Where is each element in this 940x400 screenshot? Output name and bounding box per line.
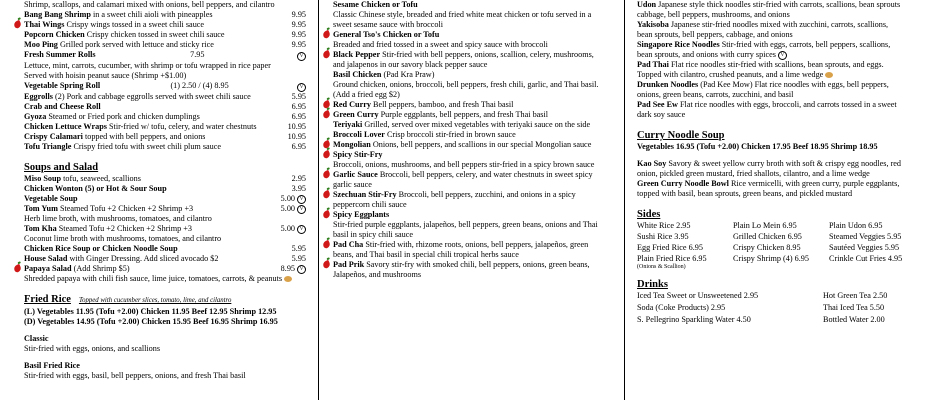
noodle-item [637, 60, 913, 80]
menu-item [24, 20, 306, 30]
item-name: Spicy Eggplants [333, 210, 390, 219]
section-title-fried-rice: Fried Rice Topped with cucumber slices, tomato, lime, and cilantro [24, 294, 232, 305]
item-price: 6.95 [291, 102, 306, 111]
item-description: bean sprouts, and onions with curry spices V [637, 50, 913, 60]
chili-pepper-icon [322, 110, 331, 119]
column-noodles-sides-drinks [637, 0, 913, 325]
item-name: Green Curry Noodle Bowl [637, 179, 729, 188]
menu-item [24, 112, 306, 122]
item-name: Moo Ping [24, 40, 58, 49]
menu-item [24, 194, 306, 204]
item-name: Thai Wings [24, 20, 65, 29]
menu-item [24, 102, 306, 112]
item-name: Eggrolls [24, 92, 53, 101]
menu-item [24, 244, 306, 254]
vegetarian-option-icon: V [297, 225, 306, 234]
entree-item [333, 70, 616, 100]
menu-item [24, 264, 306, 274]
drink-item: Soda (Coke Products) 2.95 [637, 303, 726, 312]
item-description: Purple eggplants, bell peppers, and fresh Thai basil [378, 110, 549, 119]
side-item: Egg Fried Rice 6.95 [637, 243, 703, 252]
entree-item [333, 120, 616, 130]
item-name: Crab and Cheese Roll [24, 102, 101, 111]
item-price: 2.95 [291, 174, 306, 183]
noodle-item [637, 0, 913, 20]
vegetarian-option-icon: V [297, 205, 306, 214]
item-description: Topped with cilantro, crushed peanuts, and a lime wedge [637, 70, 913, 80]
entree-item [333, 260, 616, 280]
menu-item [24, 142, 306, 152]
item-description: beans, and Thai basil in special chili tropical herbs sauce [333, 250, 519, 259]
item-description: Steamed Tofu +2 Chicken +2 Shrimp +3 [57, 204, 194, 213]
entree-item [333, 100, 616, 110]
item-description: onions, green beans, carrots, zucchini, and basil [637, 90, 794, 99]
item-description: Stir-fried with eggs, carrots, bell peppers, scallions, [719, 40, 891, 49]
item-description: Broccoli, onions, mushrooms, and bell peppers stir-fried in a spicy brown sauce [333, 160, 595, 169]
noodle-item [637, 40, 913, 60]
item-name: Basil Fried Rice [24, 361, 80, 370]
side-item: Crinkle Cut Fries 4.95 [829, 254, 903, 263]
menu-item [24, 224, 306, 234]
item-description: (Pad Kee Mow) Flat rice noodles with eggs, bell peppers, [698, 80, 889, 89]
item-description: with Ginger Dressing. Add sliced avocado $2 [67, 254, 219, 263]
noodle-item [637, 20, 913, 40]
side-item: Grilled Chicken 6.95 [733, 232, 802, 241]
item-name: General Tso's Chicken or Tofu [333, 30, 440, 39]
item-name: Green Curry [333, 110, 379, 119]
item-description: Shredded papaya with chili fish sauce, lime juice, tomatoes, carrots, & peanuts [24, 274, 283, 283]
drink-item: Thai Iced Tea 5.50 [823, 303, 885, 312]
item-name: Udon [637, 0, 657, 9]
chili-pepper-icon [322, 260, 331, 269]
menu-item [24, 132, 306, 142]
curry-item [637, 159, 913, 179]
item-description: Shrimp, scallops, and calamari mixed with onions, bell peppers, and cilantro [24, 0, 275, 9]
menu-item [24, 81, 306, 92]
item-name: Red Curry [333, 100, 371, 109]
chili-pepper-icon [322, 150, 331, 159]
item-name: Basil Chicken [333, 70, 382, 79]
item-description: topped with bell peppers, and onions [82, 132, 206, 141]
item-price: 6.95 [291, 112, 306, 121]
menu-item [24, 50, 306, 61]
item-description: Japanese style thick noodles stir-fried with carrots, scallions, bean sprouts [656, 0, 901, 9]
item-name: Szechuan Stir-Fry [333, 190, 397, 199]
item-name: House Salad [24, 254, 68, 263]
item-description: Coconut lime broth with mushrooms, tomatoes, and cilantro [24, 234, 222, 243]
chili-pepper-icon [322, 170, 331, 179]
chili-pepper-icon [322, 30, 331, 39]
peanut-icon [284, 276, 292, 282]
section-title-drinks: Drinks [637, 279, 668, 290]
item-name: Gyoza [24, 112, 47, 121]
item-price: 5.00 [280, 194, 295, 203]
item-name: Crispy Calamari [24, 132, 83, 141]
item-name: Garlic Sauce [333, 170, 378, 179]
chili-pepper-icon [13, 264, 22, 273]
item-description: Stir-fried with, rhizome roots, onions, bell peppers, jalapeños, green [363, 240, 589, 249]
side-item: Steamed Veggies 5.95 [829, 232, 902, 241]
item-description: Savory stir-fry with smoked chili, bell peppers, onions, green beans, [364, 260, 590, 269]
column-divider [624, 0, 625, 400]
price-line: (D) Vegetables 14.95 (Tofu +2.00) Chicken 15.95 Beef 16.95 Shrimp 16.95 [24, 317, 278, 326]
menu-item [24, 40, 306, 50]
item-description: bean sprouts, bell peppers, cabbage, and onions [637, 30, 793, 39]
entree-item [333, 50, 616, 70]
item-description: (Pad Kra Praw) [381, 70, 435, 79]
item-name: Black Pepper [333, 50, 381, 59]
drinks-list [637, 291, 913, 325]
chili-pepper-icon [322, 210, 331, 219]
side-item: Sautéed Veggies 5.95 [829, 243, 900, 252]
vegetarian-option-icon: V [297, 52, 306, 61]
column-divider [318, 0, 319, 400]
item-description: Ground chicken, onions, broccoli, bell peppers, fresh chili, garlic, and Thai basil. [333, 80, 599, 89]
side-item: White Rice 2.95 [637, 221, 691, 230]
item-price: 5.95 [291, 244, 306, 253]
item-price: 5.95 [291, 92, 306, 101]
item-description: Steamed Tofu +2 Chicken +2 Shrimp +3 [56, 224, 192, 233]
item-name: Papaya Salad [24, 264, 72, 273]
item-description: Herb lime broth, with mushrooms, tomatoes, and cilantro [24, 214, 212, 223]
item-description: Stir-fried purple eggplants, jalapeños, bell peppers, green beans, onions and Thai [333, 220, 598, 229]
menu-item [24, 174, 306, 184]
item-name: Yakisoba [637, 20, 669, 29]
item-description: and jalapenos in our savory black pepper sauce [333, 60, 488, 69]
item-description: Japanese stir-fried noodles mixed with zucchini, carrots, scallions, [668, 20, 889, 29]
item-name: Classic [24, 334, 49, 343]
item-description: Grilled, served over mixed vegetables with teriyaki sauce on the side [362, 120, 591, 129]
item-name: Pad See Ew [637, 100, 678, 109]
entree-item [333, 110, 616, 120]
side-item: Sushi Rice 3.95 [637, 232, 689, 241]
item-description: Breaded and fried tossed in a sweet and spicy sauce with broccoli [333, 40, 548, 49]
item-description: Classic Chinese style, breaded and fried white meat chicken or tofu served in a [333, 10, 592, 19]
section-title-soups: Soups and Salad [24, 162, 99, 173]
item-price: 5.00 [280, 204, 295, 213]
item-description: in a sweet chili aioli with pineapples [90, 10, 213, 19]
item-name: Vegetable Soup [24, 194, 78, 203]
item-name: Sesame Chicken or Tofu [333, 0, 418, 9]
entree-item [333, 130, 616, 140]
chili-pepper-icon [322, 50, 331, 59]
item-description: dark soy sauce [637, 110, 686, 119]
menu-item [24, 61, 306, 71]
item-name: Vegetable Spring Roll [24, 81, 101, 90]
item-price: 9.95 [291, 30, 306, 39]
item-description: Savory & sweet yellow curry broth with soft & crispy egg noodles, red [666, 159, 902, 168]
item-description: Crispy wings tossed in a sweet chili sauce [64, 20, 205, 29]
side-item: Plain Lo Mein 6.95 [733, 221, 797, 230]
item-name: Fresh Summer Rolls [24, 50, 96, 59]
item-description: (2) Pork and cabbage eggrolls served with sweet chili sauce [52, 92, 251, 101]
item-name: Chicken Wonton (5) or Hot & Sour Soup [24, 184, 167, 193]
item-description: Stir-fried with bell peppers, onions, scallion, celery, mushrooms, [380, 50, 594, 59]
item-description: tofu, seaweed, scallions [61, 174, 141, 183]
menu-item [24, 214, 306, 224]
item-name: Miso Soup [24, 174, 62, 183]
item-price: (1) 2.50 / (4) 8.95 [170, 81, 229, 90]
section-note: Topped with cucumber slices, tomato, lime, and cilantro [78, 297, 232, 304]
item-price: 10.95 [287, 122, 306, 131]
menu-item [24, 0, 306, 10]
menu-item [24, 30, 306, 40]
drink-item: S. Pellegrino Sparkling Water 4.50 [637, 315, 751, 324]
item-description: Crisp broccoli stir-fried in brown sauce [384, 130, 516, 139]
item-description: sweet sesame sauce with broccoli [333, 20, 444, 29]
item-description: Stir-fried w/ tofu, celery, and water chestnuts [106, 122, 257, 131]
item-description: topped with basil, bean sprouts, green beans, and pickled mustard [637, 189, 853, 198]
item-name: Chicken Rice Soup or Chicken Noodle Soup [24, 244, 178, 253]
price-line: (L) Vegetables 11.95 (Tofu +2.00) Chicken 11.95 Beef 12.95 Shrimp 12.95 [24, 307, 277, 316]
side-note: (Onions & Scallion) [637, 264, 686, 270]
item-description: Bell peppers, bamboo, and fresh Thai basil [370, 100, 514, 109]
item-description: (Add a fried egg $2) [333, 90, 400, 99]
side-item: Crispy Chicken 8.95 [733, 243, 801, 252]
item-price: 5.95 [291, 254, 306, 263]
item-name: Pad Prik [333, 260, 365, 269]
section-title-curry-noodle-soup: Curry Noodle Soup [637, 130, 725, 141]
curry-item [637, 179, 913, 199]
item-description: Lettuce, mint, carrots, cucumber, with shrimp or tofu wrapped in rice paper [24, 61, 271, 70]
item-name: Chicken Lettuce Wraps [24, 122, 107, 131]
vegetarian-option-icon: V [778, 51, 787, 60]
entree-item [333, 190, 616, 210]
entree-item [333, 210, 616, 240]
item-price: 7.95 [190, 50, 205, 59]
chili-pepper-icon [13, 20, 22, 29]
item-price: 9.95 [291, 10, 306, 19]
menu-item [24, 10, 306, 20]
item-name: Tom Yum [24, 204, 58, 213]
vegetarian-option-icon: V [297, 195, 306, 204]
noodle-item [637, 80, 913, 100]
item-description: Steamed or Fried pork and chicken dumplings [46, 112, 200, 121]
drink-item: Hot Green Tea 2.50 [823, 291, 888, 300]
side-item: Plain Fried Rice 6.95 (Onions & Scallion) [637, 254, 733, 271]
item-description: Flat rice noodles with eggs, broccoli, and carrots tossed in a sweet [677, 100, 897, 109]
item-name: Singapore Rice Noodles [637, 40, 720, 49]
item-name: Mongolian [333, 140, 371, 149]
drink-item: Iced Tea Sweet or Unsweetened 2.95 [637, 291, 759, 300]
item-price: 10.95 [287, 132, 306, 141]
section-title-sides: Sides [637, 209, 661, 220]
item-price: 3.95 [291, 184, 306, 193]
item-price: 5.00 [280, 224, 295, 233]
column-appetizers-soups-rice [24, 0, 306, 381]
side-item: Plain Udon 6.95 [829, 221, 883, 230]
item-description: Flat rice noodles stir-fried with scallions, bean sprouts, and eggs. [668, 60, 884, 69]
noodle-item [637, 100, 913, 120]
menu-item [24, 204, 306, 214]
menu-item [24, 122, 306, 132]
price-line: Vegetables 16.95 (Tofu +2.00) Chicken 17.95 Beef 18.95 Shrimp 18.95 [637, 142, 878, 151]
menu-item [24, 184, 306, 194]
drink-item: Bottled Water 2.00 [823, 315, 885, 324]
item-description: Rice vermicelli, with green curry, purple eggplants, [728, 179, 900, 188]
item-price: 9.95 [291, 40, 306, 49]
chili-pepper-icon [322, 240, 331, 249]
item-description: onion, pickled green mustard, fried shallots, cilantro, and a lime wedge [637, 169, 870, 178]
item-description: Jalapeños, and mushrooms [333, 270, 422, 279]
item-description: Stir-fried with eggs, basil, bell peppers, onions, and fresh Thai basil [24, 371, 246, 380]
item-name: Pad Thai [637, 60, 669, 69]
item-name: Teriyaki [333, 120, 363, 129]
item-name: Spicy Stir-Fry [333, 150, 383, 159]
entree-item [333, 240, 616, 260]
item-price: 8.95 [280, 264, 295, 273]
entree-item [333, 170, 616, 190]
item-description: (Add Shrimp $5) [71, 264, 130, 273]
menu-item [24, 71, 306, 81]
item-description: Crispy chicken tossed in sweet chili sauce [84, 30, 225, 39]
item-name: Popcorn Chicken [24, 30, 85, 39]
menu-item [24, 92, 306, 102]
menu-item [24, 234, 306, 244]
entree-item [333, 140, 616, 150]
item-price: 9.95 [291, 20, 306, 29]
peanut-icon [825, 72, 833, 78]
vegetarian-option-icon: V [297, 265, 306, 274]
vegetarian-option-icon: V [297, 83, 306, 92]
item-name: Drunken Noodles [637, 80, 699, 89]
item-description: Grilled pork served with lettuce and sticky rice [57, 40, 214, 49]
item-description: Broccoli, bell peppers, celery, and water chestnuts in sweet spicy [377, 170, 593, 179]
item-description: Onions, bell peppers, and scallions in our special Mongolian sauce [370, 140, 592, 149]
item-description: peppercorn chili sauce [333, 200, 407, 209]
item-description: Stir-fried with eggs, onions, and scallions [24, 344, 161, 353]
side-item: Crispy Shrimp (4) 6.95 [733, 254, 809, 263]
entree-item [333, 30, 616, 50]
item-name: Bang Bang Shrimp [24, 10, 91, 19]
item-description: basil in spicy chili sauce [333, 230, 414, 239]
item-name: Pad Cha [333, 240, 364, 249]
menu-item [24, 254, 306, 264]
item-price: 6.95 [291, 142, 306, 151]
item-name: Tom Kha [24, 224, 57, 233]
item-name: Broccoli Lover [333, 130, 385, 139]
sides-list [637, 221, 913, 271]
item-description: Broccoli, bell peppers, zucchini, and onions in a spicy [396, 190, 576, 199]
menu-item [24, 274, 306, 284]
chili-pepper-icon [322, 190, 331, 199]
item-description: Crispy fried tofu with sweet chili plum sauce [71, 142, 222, 151]
item-name: Tofu Triangle [24, 142, 72, 151]
item-description: cabbage, bell peppers, mushrooms, and onions [637, 10, 790, 19]
entree-item [333, 0, 616, 30]
column-entrees [333, 0, 616, 280]
item-name: Kao Soy [637, 159, 667, 168]
item-description: garlic sauce [333, 180, 372, 189]
item-description: Served with hoisin peanut sauce (Shrimp +$1.00) [24, 71, 187, 80]
entree-item [333, 150, 616, 170]
